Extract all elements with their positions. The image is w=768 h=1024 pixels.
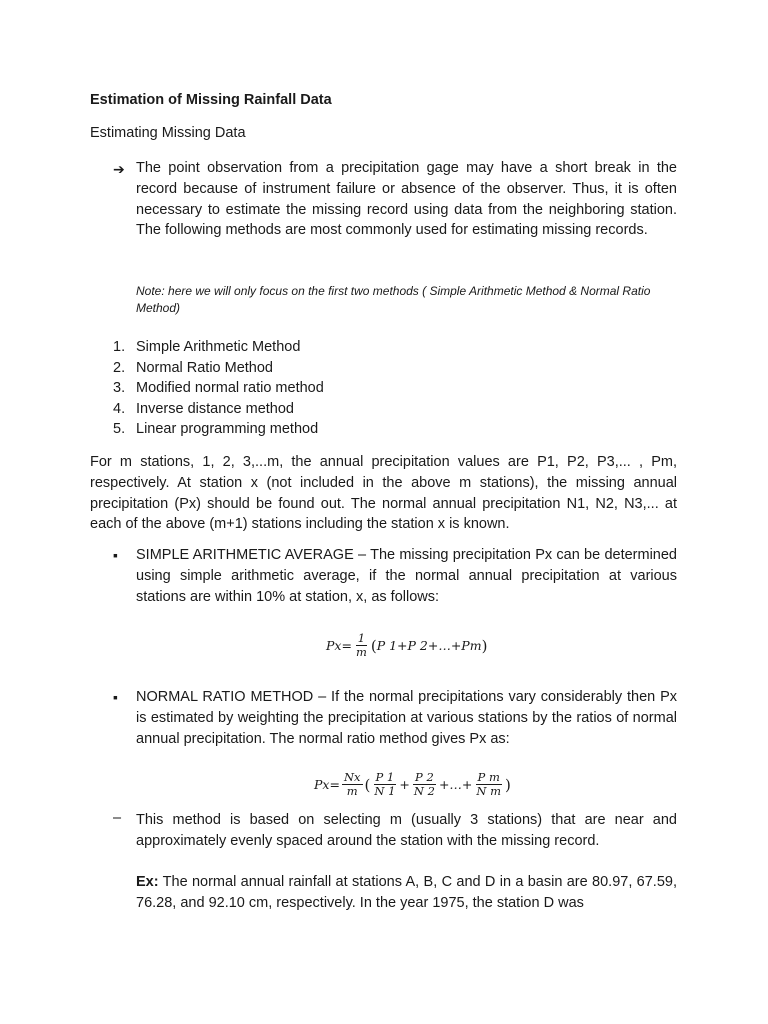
section-subtitle: Estimating Missing Data — [90, 125, 246, 141]
simple-average-equation: Px= $\frac{1}{m}$ ( P 1+P 2+…+Pm ) — [326, 631, 488, 659]
example-label: Ex: — [136, 874, 159, 890]
list-item: 1. Simple Arithmetic Method — [113, 339, 301, 355]
list-item: 2. Normal Ratio Method — [113, 359, 273, 376]
arrow-bullet-icon: ➔ — [113, 161, 125, 177]
simple-average-paragraph: SIMPLE ARITHMETIC AVERAGE – The missing precipitation Px can be determined using simple arithmetic average, if the normal annual precipitation at various stations are within 10% at station, x, as follows: — [136, 547, 677, 605]
list-item: 5. Linear programming method — [113, 421, 319, 437]
equation-lhs: Px= — [326, 638, 352, 653]
dash-bullet: – — [113, 810, 122, 826]
method-note-paragraph: This method is based on selecting m (usually 3 stations) that are near and approximately evenly spaced around the station with the missing record. — [136, 812, 677, 849]
methods-list — [113, 337, 324, 440]
fraction: $\frac{1}{m}$ — [355, 631, 367, 659]
normal-ratio-equation: Px= $\frac{Nx}{m}$ ( $\frac{P 1}{N 1}$ + $\frac{P 2}{N 2}$ +…+ $\frac{\text{P m}}{\text{N m}}$ ) — [314, 770, 511, 798]
example-text: The normal annual rainfall at stations A, B, C and D in a basin are 80.97, 67.59, 76.28, and 92.10 cm, respectively. In the year 1975, the station D was — [136, 874, 677, 911]
stations-paragraph: For m stations, 1, 2, 3,...m, the annual precipitation values are P1, P2, P3,... , Pm, respectively. At station x (not included in the above m stations), the missing annual precipitation (Px) should be found out. The normal annual precipitation N1, N2, N3,... at each of the above (m+1) stations including the station x is known. — [90, 454, 677, 533]
note-text: Note: here we will only focus on the first two methods ( Simple Arithmetic Method & Normal Ratio Method) — [136, 284, 651, 315]
example-paragraph — [136, 872, 677, 914]
fraction: $\frac{P 1}{N 1}$ — [374, 770, 396, 798]
fraction: $\frac{\text{P m}}{\text{N m}}$ — [476, 770, 502, 798]
square-bullet-icon: ▪ — [113, 689, 118, 705]
equation-body: P 1+P 2+…+Pm — [376, 638, 482, 653]
list-item: 4. Inverse distance method — [113, 400, 294, 417]
list-item: 3. Modified normal ratio method — [113, 380, 324, 396]
fraction: $\frac{Nx}{m}$ — [343, 770, 361, 798]
fraction: $\frac{P 2}{N 2}$ — [413, 770, 435, 798]
document-title: Estimation of Missing Rainfall Data — [90, 92, 332, 108]
intro-paragraph: The point observation from a precipitation gage may have a short break in the record because of instrument failure or absence of the observer. Thus, it is often necessary to estimate the missing record using data from the neighboring station. The following methods are most commonly used for estimating missing records. — [136, 160, 677, 239]
square-bullet-icon: ▪ — [113, 547, 118, 563]
normal-ratio-paragraph: NORMAL RATIO METHOD – If the normal precipitations vary considerably then Px is estimated by weighting the precipitation at various stations by the ratios of normal annual precipitation. The normal ratio method gives Px as: — [136, 689, 677, 747]
equation-lhs: Px= — [314, 777, 340, 792]
